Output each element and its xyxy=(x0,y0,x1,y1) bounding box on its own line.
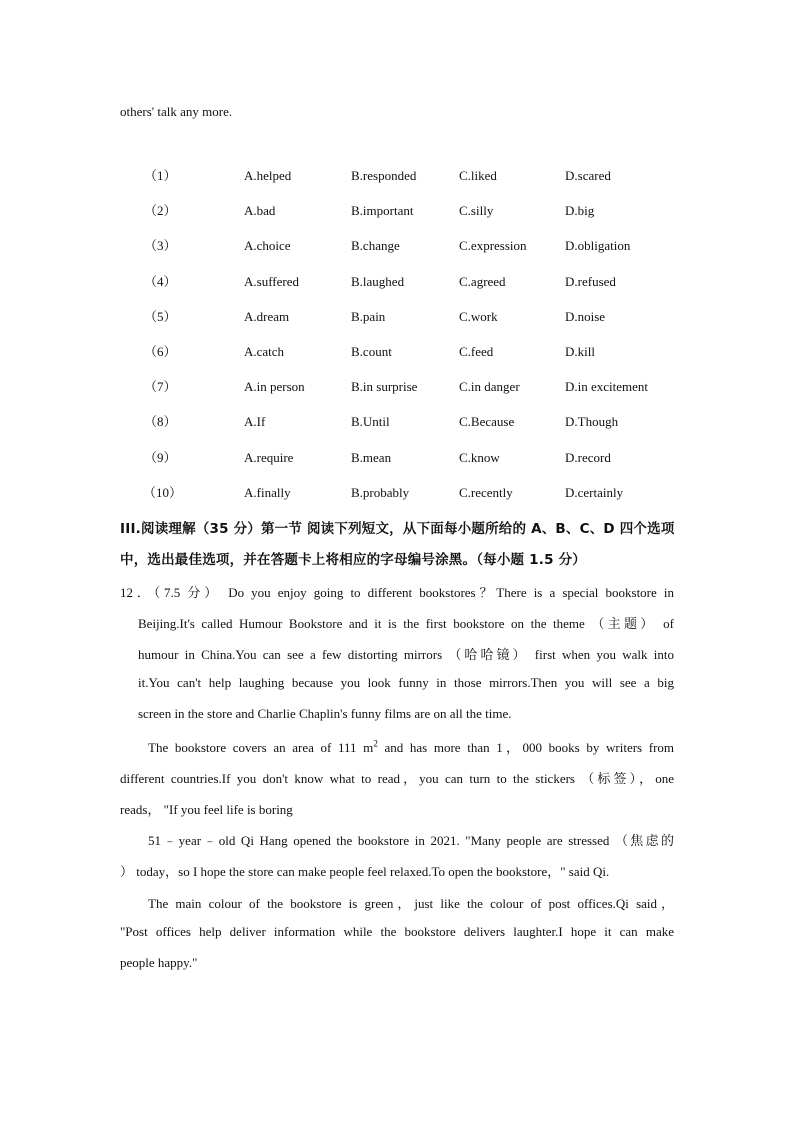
options-row xyxy=(0,273,794,291)
option-b: B.responded xyxy=(351,168,417,183)
option-c: C.know xyxy=(459,450,500,465)
question-number: （1） xyxy=(144,168,177,183)
option-b: B.Until xyxy=(351,414,390,429)
option-d: D.noise xyxy=(565,309,606,324)
option-c: C.expression xyxy=(459,238,527,253)
options-row xyxy=(0,308,794,326)
option-b: B.change xyxy=(351,238,400,253)
passage-line xyxy=(148,737,674,756)
option-d: D.certainly xyxy=(565,485,624,500)
option-a: A.suffered xyxy=(244,274,299,289)
option-c: C.Because xyxy=(459,414,515,429)
option-b: B.mean xyxy=(351,450,392,465)
option-d: D.Though xyxy=(565,414,619,429)
passage-text: and has more than 1，000 books by writers from xyxy=(384,740,675,755)
option-c: C.feed xyxy=(459,344,494,359)
options-row xyxy=(0,237,794,255)
question-number: （2） xyxy=(144,203,177,218)
passage-line: The main colour of the bookstore is green，just like the colour of post offices.Qi said， xyxy=(148,896,674,911)
option-b: B.pain xyxy=(351,309,386,324)
question-number: （3） xyxy=(144,238,177,253)
question-number: （8） xyxy=(144,414,177,429)
question-number: （7） xyxy=(144,379,177,394)
option-c: C.work xyxy=(459,309,498,324)
superscript: 2 xyxy=(373,738,378,749)
passage-line: screen in the store and Charlie Chaplin's funny films are on all the time. xyxy=(138,706,512,721)
option-a: A.require xyxy=(244,450,294,465)
passage-line: different countries.If you don't know what to read，you can turn to the stickers （标签），one xyxy=(120,771,674,786)
passage-text: The bookstore covers an area of 111 m xyxy=(148,740,374,755)
question-number: （6） xyxy=(144,344,177,359)
passage-line: ） today，so I hope the store can make people feel relaxed.To open the bookstore，" said Qi. xyxy=(120,864,610,879)
option-c: C.recently xyxy=(459,485,513,500)
passage-line: "Post offices help deliver information while the bookstore delivers laughter.I hope it can make xyxy=(120,924,674,939)
question-text-line: Do you enjoy going to different bookstores？There is a special bookstore in xyxy=(228,585,674,600)
options-row xyxy=(0,378,794,396)
option-a: A.dream xyxy=(244,309,290,324)
option-b: B.laughed xyxy=(351,274,405,289)
option-d: D.obligation xyxy=(565,238,631,253)
option-b: B.important xyxy=(351,203,414,218)
option-a: A.finally xyxy=(244,485,291,500)
passage-line: 51﹣year﹣old Qi Hang opened the bookstore in 2021. "Many people are stressed （焦虑的 xyxy=(148,833,674,848)
option-d: D.refused xyxy=(565,274,616,289)
option-d: D.big xyxy=(565,203,595,218)
question-number: （9） xyxy=(144,450,177,465)
options-row xyxy=(0,413,794,431)
option-c: C.agreed xyxy=(459,274,506,289)
option-c: C.silly xyxy=(459,203,494,218)
option-c: C.liked xyxy=(459,168,497,183)
option-d: D.kill xyxy=(565,344,595,359)
option-a: A.helped xyxy=(244,168,292,183)
options-row xyxy=(0,449,794,467)
options-row xyxy=(0,343,794,361)
options-row xyxy=(0,167,794,185)
option-b: B.probably xyxy=(351,485,410,500)
question-label: 12．（7.5 分） xyxy=(120,585,222,600)
option-d: D.record xyxy=(565,450,611,465)
option-b: B.count xyxy=(351,344,392,359)
option-d: D.scared xyxy=(565,168,611,183)
option-b: B.in surprise xyxy=(351,379,418,394)
option-a: A.catch xyxy=(244,344,285,359)
question-number: （5） xyxy=(144,309,177,324)
option-a: A.choice xyxy=(244,238,291,253)
passage-line: reads， "If you feel life is boring xyxy=(120,802,293,817)
option-a: A.bad xyxy=(244,203,276,218)
continuation-text: others' talk any more. xyxy=(120,104,233,119)
options-row xyxy=(0,484,794,502)
option-d: D.in excitement xyxy=(565,379,649,394)
question-header-line xyxy=(120,582,674,601)
question-number: （4） xyxy=(144,274,177,289)
option-c: C.in danger xyxy=(459,379,520,394)
passage-line: it.You can't help laughing because you look funny in those mirrors.Then you will see a big xyxy=(138,675,674,690)
passage-line: humour in China.You can see a few distorting mirrors （哈哈镜） first when you walk into xyxy=(138,647,674,662)
option-a: A.in person xyxy=(244,379,305,394)
passage-line: people happy." xyxy=(120,955,198,970)
question-number: （10） xyxy=(143,485,183,500)
options-row xyxy=(0,202,794,220)
option-a: A.If xyxy=(244,414,266,429)
passage-line: Beijing.It's called Humour Bookstore and it is the first bookstore on the theme （主题） of xyxy=(138,616,674,631)
section-heading-line1: III.阅读理解（35 分）第一节 阅读下列短文，从下面每小题所给的 A、B、C、D 四个选项 xyxy=(120,521,675,537)
section-heading-line2: 中，选出最佳选项，并在答题卡上将相应的字母编号涂黑。（每小题 1.5 分） xyxy=(120,552,586,568)
